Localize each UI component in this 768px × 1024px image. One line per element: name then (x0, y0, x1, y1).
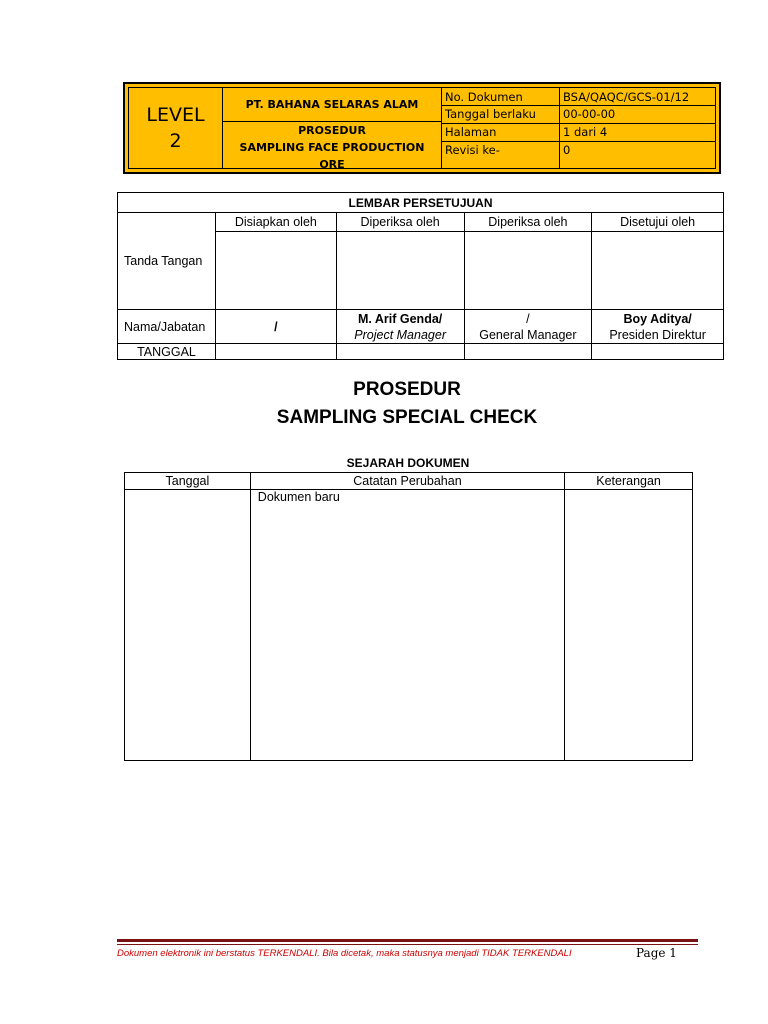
date-cell[interactable] (592, 344, 724, 360)
approval-title-row (118, 193, 724, 213)
history-title: SEJARAH DOKUMEN (346, 456, 470, 470)
name-cell-prepared (215, 310, 336, 344)
doc-title-line2: SAMPLING FACE PRODUCTION (239, 140, 425, 154)
signer-position: General Manager (479, 327, 577, 342)
signature-cell[interactable] (592, 232, 724, 310)
history-note-cell: Dokumen baru (250, 490, 564, 761)
meta-label-effective-date: Tanggal berlaku (445, 107, 536, 121)
history-header-row (125, 473, 693, 490)
procedure-title (117, 376, 697, 432)
signer-name: / (274, 319, 278, 334)
approval-title: LEMBAR PERSETUJUAN (118, 193, 724, 213)
level-box (129, 88, 222, 168)
col-prepared-by: Disiapkan oleh (215, 213, 336, 232)
level-number: 2 (169, 130, 182, 152)
date-cell[interactable] (215, 344, 336, 360)
doc-title-line3: ORE (319, 157, 345, 171)
name-position-row (118, 310, 724, 344)
name-cell-checked-2 (464, 310, 592, 344)
col-approved-by: Disetujui oleh (592, 213, 724, 232)
history-row (125, 490, 693, 761)
history-table (124, 472, 693, 761)
col-date: Tanggal (125, 473, 251, 490)
row-label-name: Nama/Jabatan (118, 310, 216, 344)
history-date-cell (125, 490, 251, 761)
meta-value-revision: 0 (563, 143, 571, 157)
name-cell-approved (592, 310, 724, 344)
signer-name: M. Arif Genda/ (357, 311, 443, 326)
company-name: PT. BAHANA SELARAS ALAM (245, 97, 419, 111)
signer-position: Project Manager (354, 327, 446, 342)
meta-label-page: Halaman (445, 125, 497, 139)
meta-label-revision: Revisi ke- (445, 143, 500, 157)
meta-value-effective-date: 00-00-00 (563, 107, 616, 121)
footer-notice: Dokumen elektronik ini berstatus TERKENDALI. Bila dicetak, maka statusnya menjadi TIDAK TERKENDALI (117, 948, 572, 959)
meta-value-doc-number: BSA/QAQC/GCS-01/12 (563, 90, 690, 104)
approval-table (117, 192, 724, 360)
history-remark-cell (565, 490, 693, 761)
date-row (118, 344, 724, 360)
signer-name: / (526, 311, 530, 326)
level-label: LEVEL (146, 104, 205, 126)
col-checked-by-1: Diperiksa oleh (336, 213, 464, 232)
col-checked-by-2: Diperiksa oleh (464, 213, 592, 232)
col-remarks: Keterangan (565, 473, 693, 490)
approval-header-row (118, 213, 724, 232)
document-title-header (223, 122, 441, 172)
footer-rule-thick (117, 939, 698, 942)
row-label-signature: Tanda Tangan (118, 213, 216, 310)
procedure-title-line1: PROSEDUR (353, 379, 461, 400)
meta-label-doc-number: No. Dokumen (445, 90, 523, 104)
row-label-date: TANGGAL (118, 344, 216, 360)
footer-rule-thin (117, 944, 698, 945)
document-header (123, 82, 721, 174)
date-cell[interactable] (464, 344, 592, 360)
page-number: Page 1 (636, 946, 677, 960)
signer-position: Presiden Direktur (609, 327, 706, 342)
doc-title-line1: PROSEDUR (298, 123, 366, 137)
meta-value-page: 1 dari 4 (563, 125, 608, 139)
signature-cell[interactable] (215, 232, 336, 310)
signature-cell[interactable] (336, 232, 464, 310)
date-cell[interactable] (336, 344, 464, 360)
name-cell-checked-1 (336, 310, 464, 344)
signature-cell[interactable] (464, 232, 592, 310)
col-change-notes: Catatan Perubahan (250, 473, 564, 490)
signer-name: Boy Aditya/ (623, 311, 692, 326)
procedure-title-line2: SAMPLING SPECIAL CHECK (276, 407, 538, 428)
header-inner-frame (128, 87, 716, 169)
